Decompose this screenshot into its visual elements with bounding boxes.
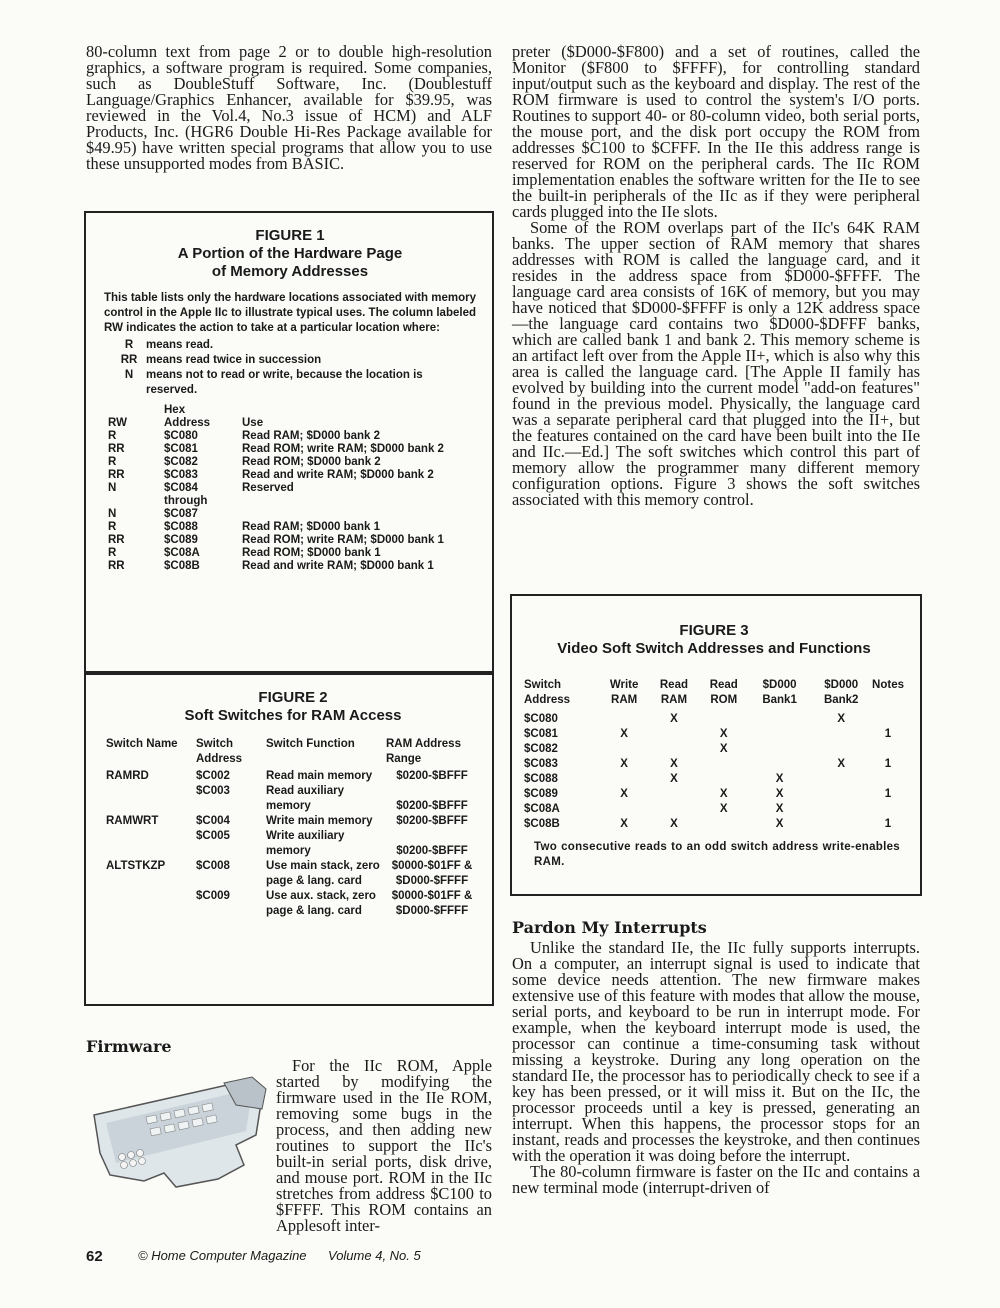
fig2-cell-range: $0200-$BFFF [396,845,468,857]
figure-1 [84,211,494,673]
fig1-cell-use: Read ROM; write RAM; $D000 bank 1 [242,534,444,546]
legend-code: RR [120,354,138,366]
page-number: 62 [86,1248,103,1265]
fig1-cell-rw: RR [108,534,125,546]
fig3-cell-flag [699,817,749,832]
fig3-cell-flag: X [620,788,628,800]
fig1-cell-use [242,508,444,521]
fig1-cell-use: Reserved [242,482,294,494]
fig2-cell-func: Write main memory [266,815,373,827]
fig3-header: $D000 Bank1 [762,679,797,706]
fig3-cell-address: $C088 [524,773,558,785]
fig1-header-use: Use [242,417,264,429]
fig3-cell-flag [872,772,904,787]
fig3-cell-flag: X [719,788,728,800]
fig3-header: Read RAM [659,679,688,706]
fig2-cell-addr: $C005 [196,830,230,842]
fig3-cell-address: $C081 [524,728,558,740]
magazine-credit: © Home Computer Magazine [138,1248,307,1263]
fig3-cell-flag: X [775,773,784,785]
fig2-cell-range: $0200-$BFFF [396,800,468,812]
fig3-cell-flag: X [670,713,678,725]
table-row [524,802,904,817]
fig3-cell-flag: 1 [884,728,892,740]
fig2-cell-range: $0000-$01FF & $D000-$FFFF [391,860,473,887]
table-row [106,814,478,829]
figure-1-label: FIGURE 1 [255,227,325,244]
table-row [524,817,904,832]
fig2-cell-name: RAMRD [106,770,149,782]
fig2-cell-addr: $C009 [196,890,230,902]
firmware-heading: Firmware [86,1037,172,1056]
fig3-cell-address: $C08A [524,803,560,815]
fig3-cell-flag: 1 [884,758,892,770]
fig1-cell-addr: $C084 through [164,482,208,507]
fig3-cell-flag [810,727,872,742]
fig3-cell-flag [810,802,872,817]
figure-3-table [524,678,904,832]
legend-code: R [124,339,134,351]
fig3-cell-flag: X [719,803,728,815]
table-row [524,772,904,787]
figure-3-note: Two consecutive reads to an odd switch address write-enables RAM. [534,841,900,868]
fig1-header-address: Address [164,417,211,429]
fig1-cell-use: Read ROM; write RAM; $D000 bank 2 [242,443,444,455]
figure-1-title-line2: of Memory Addresses [211,263,369,280]
fig1-cell-rw: RR [108,443,125,455]
fig3-cell-flag: X [670,773,678,785]
fig1-cell-rw: R [108,456,117,468]
fig3-cell-flag: X [837,713,846,725]
table-row [104,521,444,534]
fig2-cell-addr: $C008 [196,860,230,872]
legend-row [104,353,476,368]
table-row [524,787,904,802]
fig3-cell-flag [649,742,699,757]
fig3-cell-flag [599,742,649,757]
fig2-cell-addr: $C002 [196,770,230,782]
legend-row [104,368,476,398]
fig1-cell-addr: $C080 [164,430,198,442]
fig3-cell-address: $C089 [524,788,558,800]
fig3-cell-address: $C082 [524,743,558,755]
fig3-cell-flag [749,727,811,742]
fig2-header: RAM Address Range [386,738,461,765]
fig3-cell-flag: X [775,803,784,815]
figure-2-title: Soft Switches for RAM Access [184,707,402,724]
fig1-cell-addr: $C081 [164,443,198,455]
fig3-cell-flag: X [670,818,678,830]
figure-1-legend [104,338,476,398]
fig1-cell-rw: R [108,547,117,559]
figure-1-table [104,404,444,573]
fig2-header: Switch Name [106,738,178,750]
figure-3-label: FIGURE 3 [679,622,749,639]
table-row [524,727,904,742]
fig2-cell-range: $0000-$01FF & $D000-$FFFF [391,890,473,917]
table-row [106,784,478,814]
fig1-cell-addr: $C089 [164,534,198,546]
table-row [104,547,444,560]
fig3-cell-address: $C080 [524,713,558,725]
table-row [524,712,904,727]
fig1-cell-addr: $C082 [164,456,198,468]
left-column-intro [86,44,492,172]
table-row [104,469,444,482]
intro-paragraph: 80-column text from page 2 or to double high-resolution graphics, a software program is required. Some companies, such as DoubleStuff Software, Inc. (Doublestuff Language/Graphics Enhancer, available for $39.95, was reviewed in the Vol.4, No.3 issue of HCM) and ALF Products, Inc. (HGR6 Double Hi-Res Package available for $49.95) have written special programs that allow you to use these unsupported modes from BASIC. [86,42,492,173]
fig1-cell-rw: N [108,482,117,494]
fig3-cell-flag: 1 [884,788,892,800]
legend-text: means read twice in succession [146,354,322,366]
fig3-cell-flag [810,817,872,832]
fig3-cell-flag: X [620,758,628,770]
table-row [104,443,444,456]
fig1-header-hex: Hex [164,404,186,416]
fig1-cell-use: Read RAM; $D000 bank 2 [242,430,381,442]
fig1-cell-use: Read RAM; $D000 bank 1 [242,521,381,533]
fig3-cell-flag: X [775,818,784,830]
fig3-cell-flag [649,787,699,802]
fig2-header: Switch Address [196,738,243,765]
fig3-header: Write RAM [609,679,639,706]
interrupts-paragraph-2: The 80-column firmware is faster on the IIc and contains a new terminal mode (interrupt-driven of [512,1162,920,1197]
volume-issue: Volume 4, No. 5 [328,1248,421,1263]
figure-2-table [106,737,478,919]
fig2-cell-name: RAMWRT [106,815,159,827]
fig2-cell-name: ALTSTKZP [106,860,166,872]
fig3-cell-flag: X [775,788,784,800]
fig3-header: $D000 Bank2 [823,679,859,706]
table-row [104,482,444,508]
figure-3 [510,594,922,896]
fig1-cell-use: Read and write RAM; $D000 bank 2 [242,469,434,481]
right-column [512,44,920,508]
interrupts-text [512,940,920,1196]
fig2-cell-func: Read main memory [266,770,373,782]
table-row [104,430,444,443]
fig3-cell-flag [649,727,699,742]
legend-row [104,338,476,353]
fig1-cell-addr: $C087 [164,508,198,520]
fig1-cell-rw: N [108,508,117,520]
interrupts-heading: Pardon My Interrupts [512,918,707,937]
fig2-cell-func: Use main stack, zero page & lang. card [266,860,380,887]
firmware-float-spacer [86,1076,276,1226]
fig1-cell-addr: $C08A [164,547,200,559]
fig3-cell-flag [749,712,811,727]
fig3-cell-address: $C083 [524,758,558,770]
fig3-cell-flag [699,772,749,787]
table-row [524,757,904,772]
fig3-cell-flag [872,802,904,817]
table-row [106,829,478,859]
fig1-cell-use: Read ROM; $D000 bank 2 [242,456,381,468]
fig2-cell-range: $0200-$BFFF [396,815,468,827]
figure-3-title: Video Soft Switch Addresses and Functions [557,640,871,657]
table-row [104,508,444,521]
fig3-cell-flag [699,757,749,772]
table-row [104,456,444,469]
fig3-cell-flag: X [620,728,628,740]
figure-2-label: FIGURE 2 [258,689,328,706]
fig2-cell-name [106,829,196,859]
fig1-cell-use: Read ROM; $D000 bank 1 [242,547,381,559]
fig3-cell-flag [872,742,904,757]
fig3-header: Switch Address [524,679,571,706]
fig2-cell-func: Write auxiliary memory [266,830,345,857]
fig3-cell-flag [599,772,649,787]
fig3-cell-flag: X [837,758,846,770]
fig3-cell-flag: X [620,818,628,830]
fig3-cell-flag: X [719,728,728,740]
legend-text: means not to read or write, because the location is reserved. [146,369,423,396]
fig1-cell-use: Read and write RAM; $D000 bank 1 [242,560,434,572]
fig1-cell-rw: RR [108,560,125,572]
fig3-cell-flag [649,802,699,817]
table-row [104,560,444,573]
interrupts-paragraph-1: Unlike the standard IIe, the IIc fully supports interrupts. On a computer, an interrupt signal is used to indicate that some device needs attention. The new firmware makes extensive use of this feature with modes that allow the mouse, serial ports, and keyboard to be run in interrupt mode. For example, when the keyboard interrupt mode is used, the processor can continue a time-consuming task without missing a keystroke. During any long operation on the standard IIe, the processor has to periodically check to see if a key has been pressed, or it will miss it. But on the IIc, the processor proceeds until a key is pressed, generating an interrupt. When this happens, the processor stops for an instant, reads and processes the keystroke, and then continues with the operation it was doing before the interrupt. [512,938,920,1165]
legend-text: means read. [146,339,214,351]
figure-1-title-line1: A Portion of the Hardware Page [177,245,403,262]
table-row [106,859,478,889]
fig3-cell-flag [872,712,904,727]
fig1-header-rw: RW [108,417,127,429]
table-row [106,889,478,919]
fig3-cell-flag: 1 [884,818,892,830]
fig3-cell-flag: X [719,743,728,755]
fig3-cell-flag [749,757,811,772]
legend-code: N [124,369,134,381]
fig2-cell-name [106,784,196,814]
table-row [106,769,478,784]
fig1-cell-addr: $C083 [164,469,198,481]
fig2-header: Switch Function [266,738,355,750]
firmware-paragraph: For the IIc ROM, Apple started by modifying the firmware used in the IIe ROM, removing some bugs in the process, and then adding new routines to support the IIc's built-in serial ports, disk drive, and mouse port. ROM in the IIc stretches from address $C100 to $FFFF. This ROM contains an Applesoft inter- [276,1056,492,1235]
right-paragraph-2: Some of the ROM overlaps part of the IIc's 64K RAM banks. The upper section of RAM memory that shares addresses with ROM is called the language card, and it resides in the address space from $D000-$FFFF. The language card area consists of 16K of memory, but you may have noticed that $D000-$FFFF is only a 12K address space—the language card contains two $D000-$DFFF banks, which are called bank 1 and bank 2. This memory scheme is an artifact left over from the Apple II+, which is also why this area is called the language card. [The Apple II family has evolved by building into the current model "add-on features" found in the previous model. Physically, the language card was a separate peripheral card that plugged into the II+, but the features contained on the card have been built into the IIe and IIc.—Ed.] The soft switches which control this part of memory allow the programmer many different memory configuration options. Figure 3 shows the soft switches associated with this memory control. [512,218,920,509]
fig2-cell-range: $0200-$BFFF [396,770,468,782]
fig2-cell-addr: $C003 [196,785,230,797]
table-row [104,534,444,547]
fig1-cell-rw: RR [108,469,125,481]
fig3-cell-flag [810,787,872,802]
fig3-cell-flag [749,742,811,757]
fig3-header: Notes [872,679,904,691]
fig3-cell-flag [810,742,872,757]
right-paragraph-1: preter ($D000-$F800) and a set of routines, called the Monitor ($F800 to $FFFF), for controlling standard input/output such as the keyboard and display. The rest of the ROM firmware is used to control the system's I/O ports. Routines to support 40- or 80-column video, both serial ports, the mouse port, and the disk port occupy the ROM from addresses $C100 to $CFFF. In the IIe this address range is reserved for ROM on the peripheral cards. The IIc ROM implementation enables the software written for the IIe to see the built-in peripherals of the IIc as if they were peripheral cards plugged into the IIe slots. [512,42,920,221]
fig3-header: Read ROM [709,679,738,706]
fig1-cell-rw: R [108,521,117,533]
fig2-cell-func: Use aux. stack, zero page & lang. card [266,890,376,917]
figure-2 [84,673,494,1006]
fig2-cell-addr: $C004 [196,815,230,827]
figure-1-description: This table lists only the hardware locations associated with memory control in the Apple IIc to illustrate typical uses. The column labeled RW indicates the action to take at a particular location where: [104,292,476,334]
fig1-cell-addr: $C08B [164,560,200,572]
table-row [524,742,904,757]
fig1-cell-addr: $C088 [164,521,198,533]
fig2-cell-func: Read auxiliary memory [266,785,344,812]
fig1-cell-rw: R [108,430,117,442]
fig2-cell-name [106,889,196,919]
fig3-cell-flag [699,712,749,727]
page-footer [86,1248,586,1265]
fig3-cell-flag [599,712,649,727]
fig3-cell-flag [810,772,872,787]
firmware-text [86,1058,492,1234]
fig3-cell-address: $C08B [524,818,560,830]
fig3-cell-flag [599,802,649,817]
fig3-cell-flag: X [670,758,678,770]
